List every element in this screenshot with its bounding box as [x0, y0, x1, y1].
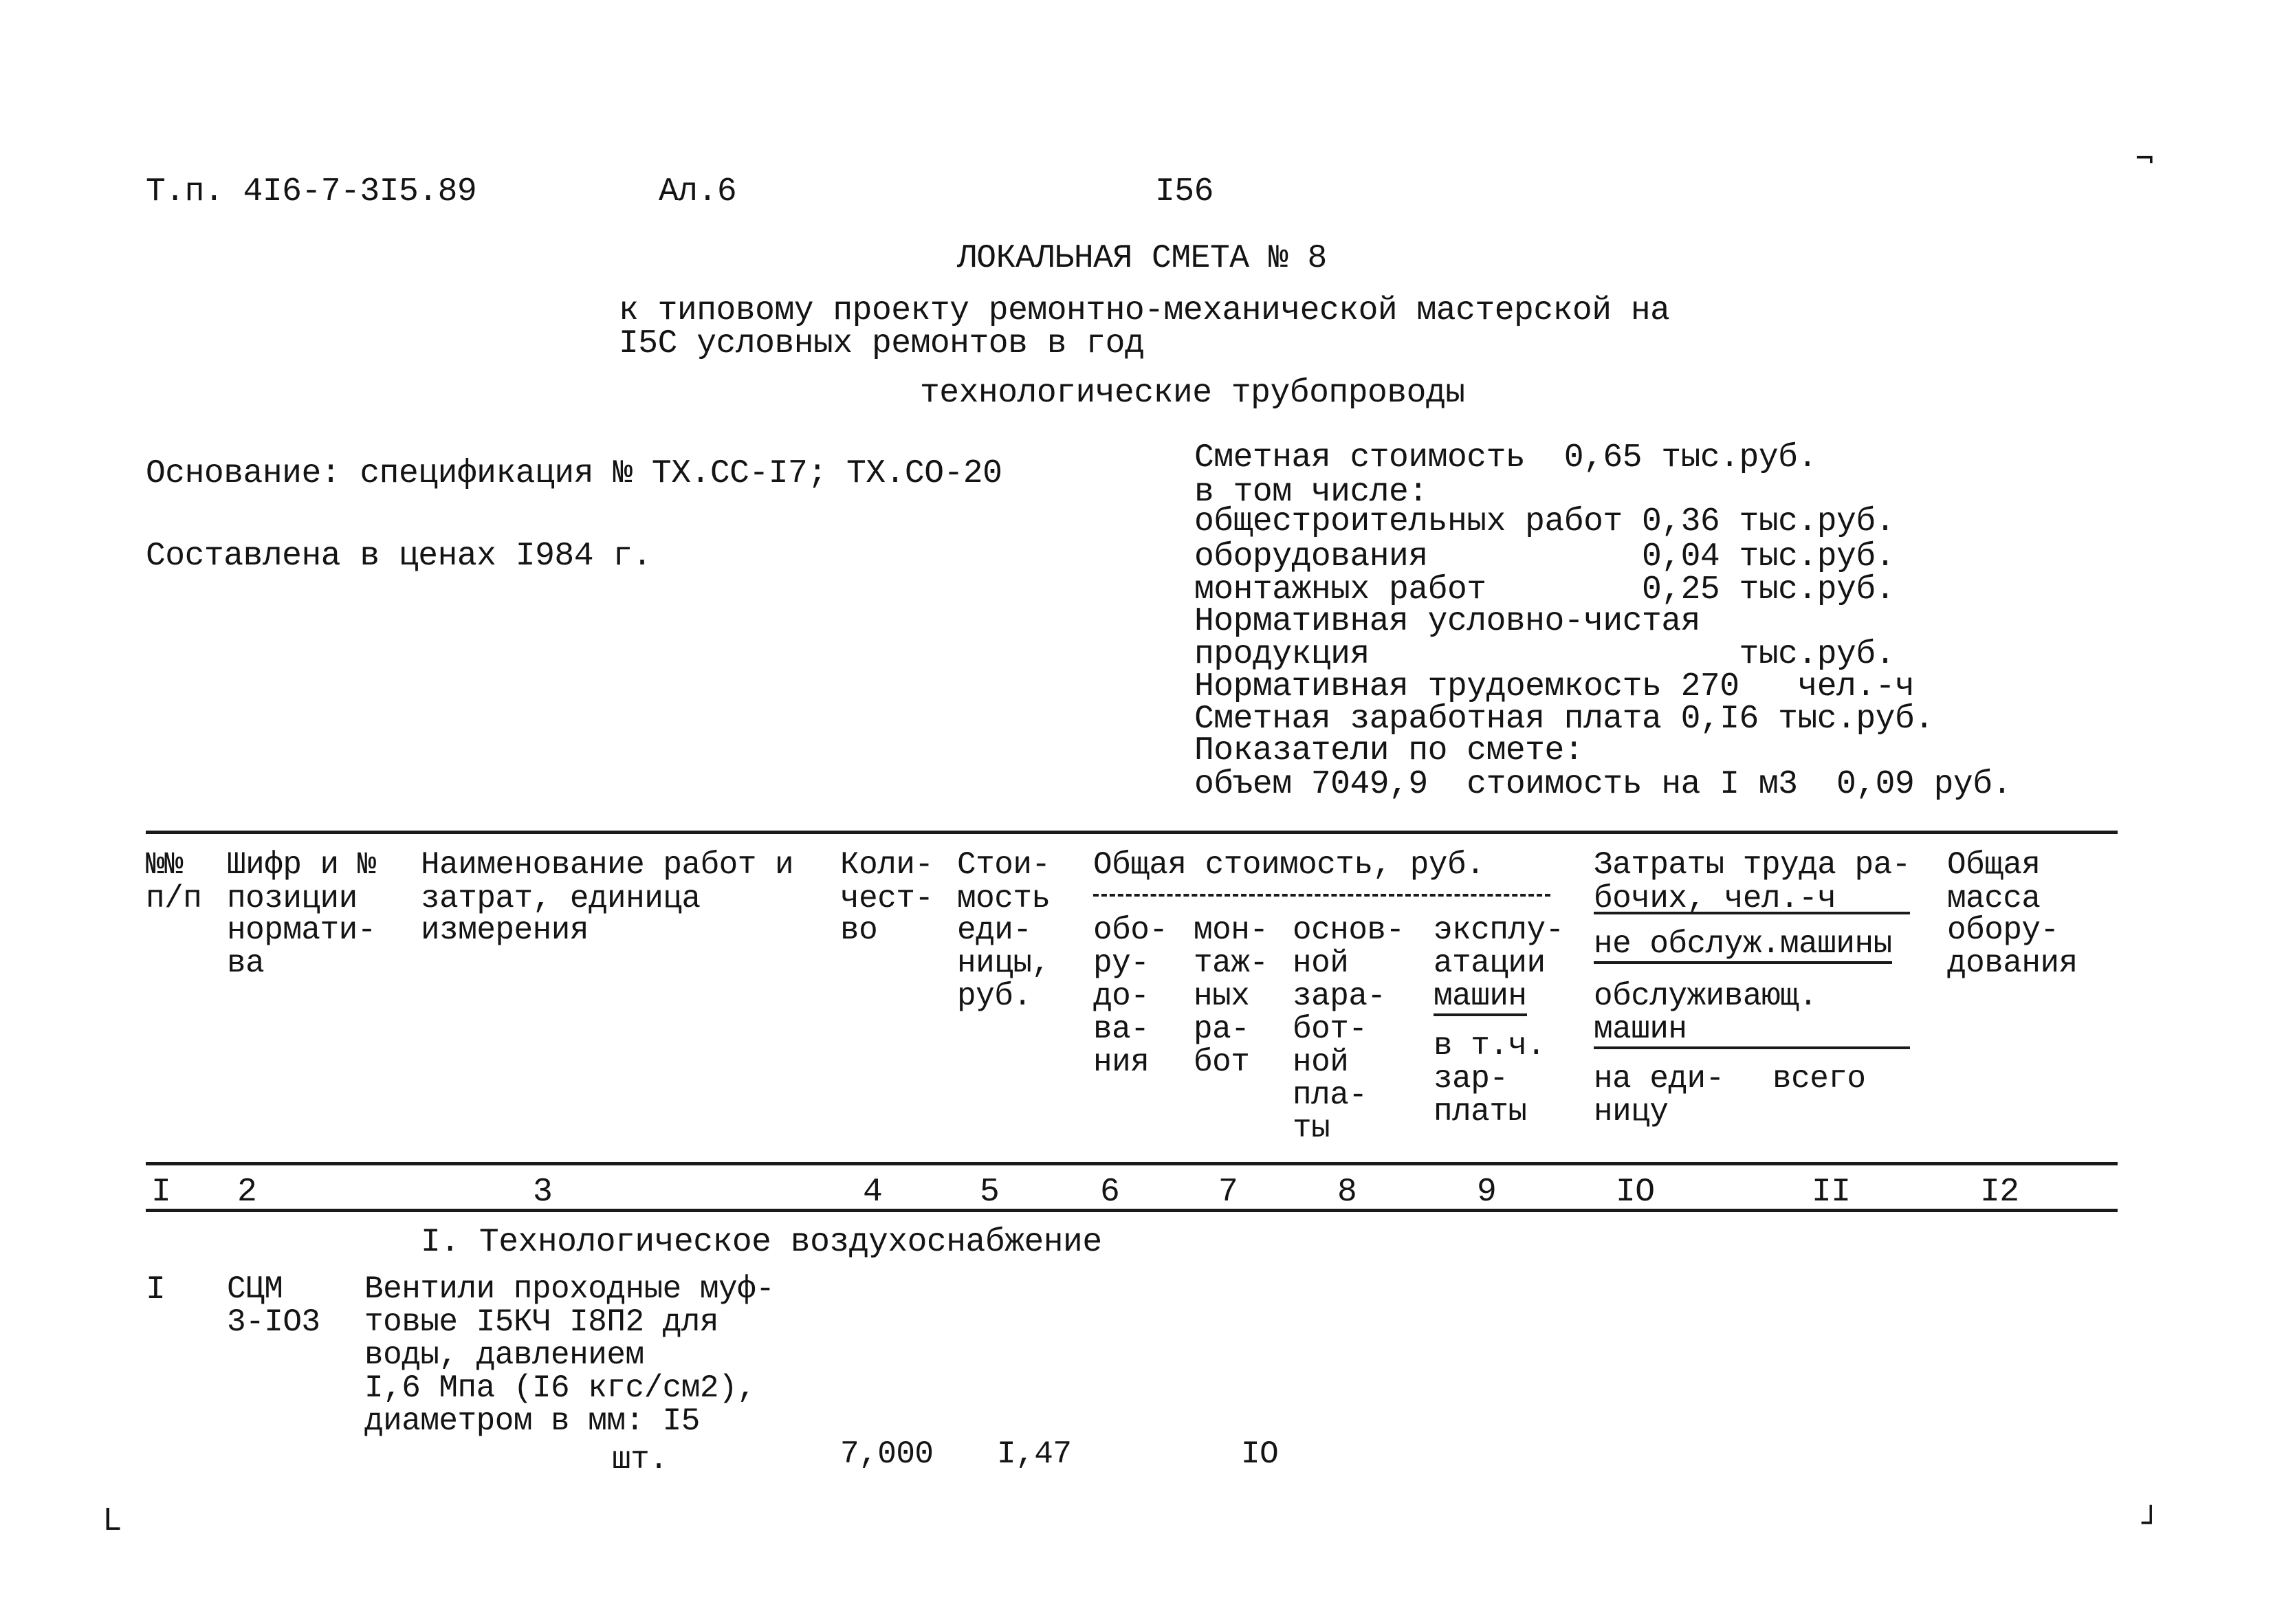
row-quantity: 7,000: [840, 1436, 934, 1472]
column-number: 3: [533, 1174, 553, 1211]
col6-header: обо-: [1093, 912, 1168, 948]
col8-header: ты: [1293, 1110, 1330, 1146]
labor-header: бочих, чел.-ч: [1594, 881, 1836, 917]
col5-header: еди-: [957, 912, 1032, 948]
col12-header: обору-: [1947, 912, 2059, 948]
title-line-2: I5C условных ремонтов в год: [619, 325, 1145, 362]
labor-sub-no-machines: не обслуж.машины: [1594, 928, 1892, 964]
col9b-header: в т.ч.: [1434, 1028, 1546, 1064]
title-line-3: технологические трубопроводы: [920, 375, 1465, 412]
summary-line: Нормативная трудоемкость 270 чел.-ч: [1194, 668, 1915, 705]
col7-header: ра-: [1194, 1011, 1250, 1047]
col3-header: измерения: [421, 912, 589, 948]
labor-divider: [1594, 912, 1910, 914]
col9-header: эксплу-: [1434, 912, 1564, 948]
row-name: Вентили проходные муф-: [364, 1271, 775, 1307]
col2-header: Шифр и №: [227, 847, 376, 883]
col8-header: пла-: [1293, 1077, 1368, 1113]
col12-header: масса: [1947, 881, 2041, 917]
col8-header: ной: [1293, 945, 1349, 981]
row-installation-cost: IO: [1241, 1436, 1279, 1472]
corner-mark-bottom-left: L: [103, 1502, 122, 1537]
labor-sub-machines: обслуживающ.: [1594, 978, 1818, 1014]
col5-header: ницы,: [957, 945, 1051, 981]
column-number: 2: [237, 1174, 257, 1211]
row-name: диаметром в мм: I5: [364, 1403, 700, 1439]
col5-header: руб.: [957, 978, 1032, 1014]
column-number: II: [1812, 1174, 1851, 1211]
col9-header: машин: [1434, 980, 1527, 1016]
row-unit: шт.: [612, 1442, 668, 1478]
column-number: 6: [1100, 1174, 1120, 1211]
labor-unit-header: на еди-: [1594, 1061, 1724, 1097]
header-bottom-rule: [146, 1162, 2118, 1165]
col8-header: зара-: [1293, 978, 1386, 1014]
document-title: ЛОКАЛЬНАЯ СМЕТА № 8: [957, 240, 1327, 277]
col9b-header: зар-: [1434, 1061, 1508, 1097]
column-number: 8: [1337, 1174, 1357, 1211]
summary-line: монтажных работ 0,25 тыс.руб.: [1194, 571, 1895, 608]
summary-line: Нормативная условно-чистая: [1194, 603, 1700, 640]
col3-header: затрат, единица: [421, 881, 701, 917]
col12-header: дования: [1947, 945, 2078, 981]
row-code: 3-IO3: [227, 1304, 320, 1340]
summary-line: оборудования 0,04 тыс.руб.: [1194, 538, 1895, 575]
row-unit-cost: I,47: [997, 1436, 1072, 1472]
col12-header: Общая: [1947, 847, 2041, 883]
page-number: I56: [1155, 173, 1214, 210]
row-name: товые I5КЧ I8П2 для: [364, 1304, 718, 1340]
col2-header: нормати-: [227, 912, 376, 948]
row-name: воды, давлением: [364, 1337, 644, 1373]
row-code: СЦМ: [227, 1271, 283, 1307]
summary-line: в том числе:: [1194, 474, 1428, 511]
summary-line: Сметная заработная плата 0,I6 тыс.руб.: [1194, 701, 1934, 738]
column-number: I: [151, 1174, 171, 1211]
basis-spec: Основание: спецификация № ТХ.СС-I7; ТХ.СО-20: [146, 455, 1002, 492]
col8-header: бот-: [1293, 1011, 1368, 1047]
col3-header: Наименование работ и: [421, 847, 794, 883]
column-number: 4: [863, 1174, 883, 1211]
total-cost-divider: [1093, 894, 1550, 897]
summary-line: объем 7049,9 стоимость на I м3 0,09 руб.: [1194, 766, 2012, 803]
col7-header: таж-: [1194, 945, 1269, 981]
row-number: I: [146, 1271, 166, 1308]
table-top-rule: [146, 831, 2118, 834]
album-number: Ал.6: [659, 173, 737, 210]
row-name: I,6 Мпа (I6 кгс/см2),: [364, 1370, 756, 1406]
col4-header: Коли-: [840, 847, 934, 883]
summary-line: Показатели по смете:: [1194, 732, 1584, 769]
col2-header: ва: [227, 945, 265, 981]
summary-line: продукция тыс.руб.: [1194, 636, 1895, 673]
labor-divider-2: [1594, 1046, 1910, 1049]
col9-header: атации: [1434, 945, 1546, 981]
col7-header: бот: [1194, 1044, 1250, 1080]
col1-header: п/п: [146, 881, 202, 917]
labor-header: Затраты труда ра-: [1594, 847, 1911, 883]
col8-header: ной: [1293, 1044, 1349, 1080]
column-number: I2: [1980, 1174, 2019, 1211]
col8-header: основ-: [1293, 912, 1405, 948]
col9b-header: платы: [1434, 1094, 1527, 1130]
col7-header: мон-: [1194, 912, 1269, 948]
title-line-1: к типовому проекту ремонтно-механической мастерской на: [619, 292, 1670, 329]
project-code: Т.п. 4I6-7-3I5.89: [146, 173, 477, 210]
summary-line: общестроительных работ 0,36 тыс.руб.: [1194, 503, 1895, 540]
labor-unit-header: ницу: [1594, 1094, 1669, 1130]
labor-total-header: всего: [1772, 1061, 1866, 1097]
col6-header: ру-: [1093, 945, 1150, 981]
corner-mark-top-right: ¬: [2135, 141, 2154, 176]
col4-header: чест-: [840, 881, 934, 917]
col7-header: ных: [1194, 978, 1250, 1014]
column-number: 7: [1218, 1174, 1238, 1211]
col5-header: Стои-: [957, 847, 1051, 883]
basis-prices: Составлена в ценах I984 г.: [146, 538, 652, 575]
column-number: IO: [1616, 1174, 1655, 1211]
col4-header: во: [840, 912, 878, 948]
col2-header: позиции: [227, 881, 358, 917]
section-title: I. Технологическое воздухоснабжение: [421, 1224, 1102, 1261]
column-numbers-rule: [146, 1209, 2118, 1212]
column-number: 5: [980, 1174, 1000, 1211]
total-cost-header: Общая стоимость, руб.: [1093, 847, 1485, 883]
corner-mark-bottom-right: ┘: [2142, 1506, 2160, 1541]
summary-line: Сметная стоимость 0,65 тыс.руб.: [1194, 439, 1817, 476]
column-number: 9: [1477, 1174, 1497, 1211]
col6-header: ва-: [1093, 1011, 1150, 1047]
col5-header: мость: [957, 881, 1051, 917]
col1-header: №№: [146, 847, 184, 883]
col6-header: ния: [1093, 1044, 1150, 1080]
col6-header: до-: [1093, 978, 1150, 1014]
labor-sub-machines: машин: [1594, 1013, 1687, 1049]
